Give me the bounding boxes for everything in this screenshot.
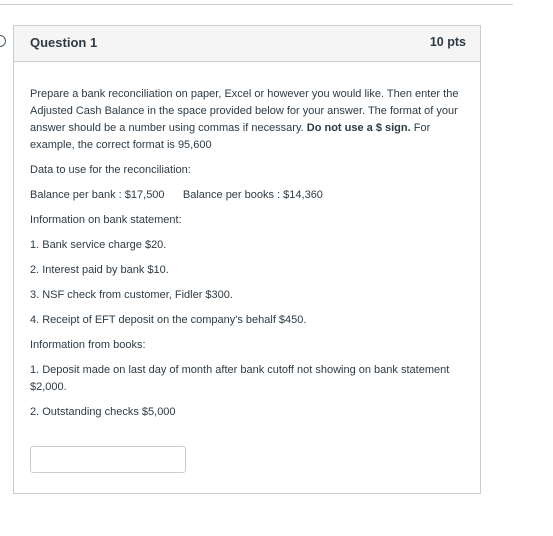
books-heading: Information from books: [30,339,146,351]
question-points: 10 pts [429,35,466,49]
question-instructions [30,86,464,154]
bank-item: 1. Bank service charge $20. [30,239,167,251]
question-marker-icon [0,35,6,47]
bank-item: 4. Receipt of EFT deposit on the company's behalf $450. [30,314,307,326]
bank-item: 3. NSF check from customer, Fidler $300. [30,289,233,301]
instructions-text-1: Prepare a bank reconciliation on paper, Excel or however you would like. Then enter the Adjusted Cash Balance in the space provided below for your answer. The format of your answer should be a number using commas if necessary. [30,88,459,134]
balances-line: Balance per bank : $17,500 Balance per books : $14,360 [30,189,323,201]
bank-statement-heading: Information on bank statement: [30,214,182,226]
books-item: 2. Outstanding checks $5,000 [30,406,176,418]
question-header [14,26,480,62]
question-body [14,62,480,421]
books-item: 1. Deposit made on last day of month after bank cutoff not showing on bank statement $2,000. [30,364,450,393]
question-title: Question 1 [30,35,98,50]
question-card [13,25,481,494]
instructions-bold-warning: Do not use a $ sign. [306,122,411,134]
data-heading: Data to use for the reconciliation: [30,164,191,176]
instructions-text-2: For example, the correct format is 95,600 [30,122,431,151]
bank-item: 2. Interest paid by bank $10. [30,264,169,276]
top-divider [0,4,513,5]
answer-input[interactable] [30,446,186,473]
